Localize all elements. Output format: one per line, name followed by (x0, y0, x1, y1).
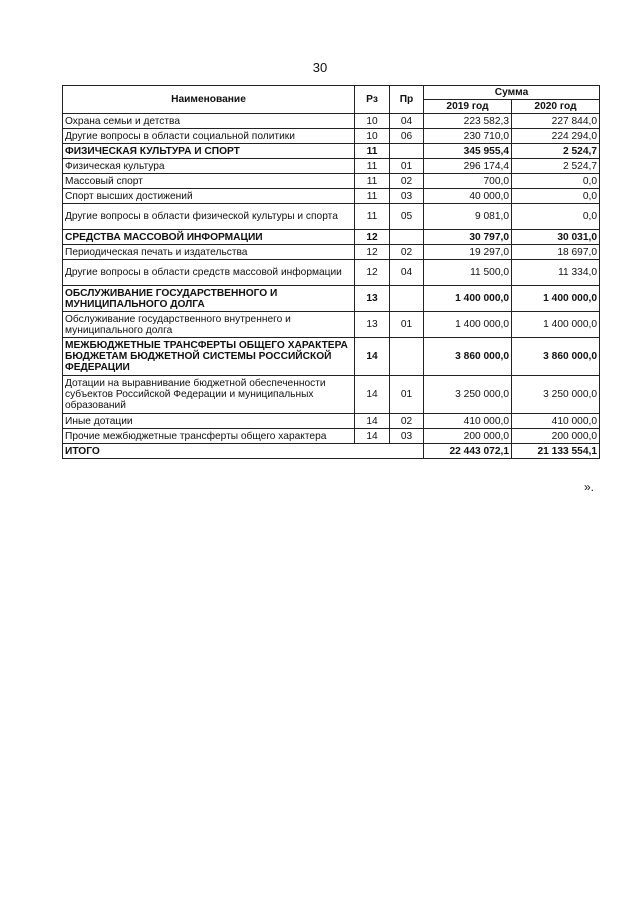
table-row (63, 114, 600, 129)
closing-quote: ». (584, 480, 595, 494)
header-sum: Сумма (424, 86, 600, 100)
table-row (63, 245, 600, 260)
row-amount-2019: 3 860 000,0 (424, 338, 512, 376)
table-row (63, 312, 600, 338)
row-amount-2019: 30 797,0 (424, 230, 512, 245)
row-amount-2019: 1 400 000,0 (424, 312, 512, 338)
row-rz: 12 (355, 245, 390, 260)
table-row (63, 376, 600, 414)
row-amount-2020: 200 000,0 (512, 429, 600, 444)
header-year-2020: 2020 год (512, 100, 600, 114)
row-amount-2020: 2 524,7 (512, 144, 600, 159)
row-pr: 01 (390, 312, 424, 338)
row-amount-2020: 0,0 (512, 189, 600, 204)
total-label: ИТОГО (63, 444, 424, 459)
row-pr (390, 230, 424, 245)
section-row (63, 338, 600, 376)
table-row (63, 204, 600, 230)
table-row (63, 189, 600, 204)
row-name: ФИЗИЧЕСКАЯ КУЛЬТУРА И СПОРТ (63, 144, 355, 159)
row-amount-2019: 230 710,0 (424, 129, 512, 144)
row-amount-2020: 1 400 000,0 (512, 286, 600, 312)
section-row (63, 230, 600, 245)
row-name: ОБСЛУЖИВАНИЕ ГОСУДАРСТВЕННОГО И МУНИЦИПАЛЬНОГО ДОЛГА (63, 286, 355, 312)
row-amount-2019: 345 955,4 (424, 144, 512, 159)
total-2020: 21 133 554,1 (512, 444, 600, 459)
row-amount-2019: 200 000,0 (424, 429, 512, 444)
table-body (63, 114, 600, 444)
header-rz: Рз (355, 86, 390, 114)
row-rz: 11 (355, 189, 390, 204)
row-name: СРЕДСТВА МАССОВОЙ ИНФОРМАЦИИ (63, 230, 355, 245)
budget-table (62, 85, 600, 459)
row-amount-2020: 410 000,0 (512, 414, 600, 429)
row-rz: 14 (355, 338, 390, 376)
row-amount-2020: 30 031,0 (512, 230, 600, 245)
row-rz: 12 (355, 260, 390, 286)
table-row (63, 174, 600, 189)
section-row (63, 144, 600, 159)
row-amount-2019: 9 081,0 (424, 204, 512, 230)
row-pr: 02 (390, 174, 424, 189)
row-pr (390, 286, 424, 312)
row-pr (390, 144, 424, 159)
row-name: Другие вопросы в области средств массовой информации (63, 260, 355, 286)
total-2019: 22 443 072,1 (424, 444, 512, 459)
row-amount-2019: 296 174,4 (424, 159, 512, 174)
row-name: Прочие межбюджетные трансферты общего характера (63, 429, 355, 444)
section-row (63, 286, 600, 312)
row-rz: 10 (355, 129, 390, 144)
row-name: Физическая культура (63, 159, 355, 174)
table-row (63, 429, 600, 444)
row-amount-2020: 0,0 (512, 204, 600, 230)
row-rz: 11 (355, 159, 390, 174)
row-pr: 03 (390, 189, 424, 204)
row-rz: 10 (355, 114, 390, 129)
row-name: МЕЖБЮДЖЕТНЫЕ ТРАНСФЕРТЫ ОБЩЕГО ХАРАКТЕРА БЮДЖЕТАМ БЮДЖЕТНОЙ СИСТЕМЫ РОССИЙСКОЙ ФЕДЕРАЦИИ (63, 338, 355, 376)
row-amount-2019: 19 297,0 (424, 245, 512, 260)
row-rz: 11 (355, 174, 390, 189)
row-name: Другие вопросы в области социальной политики (63, 129, 355, 144)
row-amount-2019: 40 000,0 (424, 189, 512, 204)
row-pr: 06 (390, 129, 424, 144)
page-number: 30 (312, 60, 328, 75)
row-rz: 12 (355, 230, 390, 245)
row-amount-2019: 11 500,0 (424, 260, 512, 286)
row-rz: 14 (355, 376, 390, 414)
row-amount-2019: 1 400 000,0 (424, 286, 512, 312)
header-name: Наименование (63, 86, 355, 114)
row-rz: 11 (355, 144, 390, 159)
row-name: Спорт высших достижений (63, 189, 355, 204)
row-name: Охрана семьи и детства (63, 114, 355, 129)
row-amount-2020: 224 294,0 (512, 129, 600, 144)
row-amount-2020: 18 697,0 (512, 245, 600, 260)
row-rz: 11 (355, 204, 390, 230)
row-amount-2020: 2 524,7 (512, 159, 600, 174)
row-pr: 01 (390, 376, 424, 414)
row-rz: 13 (355, 286, 390, 312)
row-amount-2019: 700,0 (424, 174, 512, 189)
row-pr (390, 338, 424, 376)
row-name: Иные дотации (63, 414, 355, 429)
total-row (63, 444, 600, 459)
row-name: Обслуживание государственного внутреннего и муниципального долга (63, 312, 355, 338)
row-pr: 02 (390, 414, 424, 429)
row-name: Другие вопросы в области физической культуры и спорта (63, 204, 355, 230)
row-amount-2019: 223 582,3 (424, 114, 512, 129)
row-amount-2020: 1 400 000,0 (512, 312, 600, 338)
row-pr: 03 (390, 429, 424, 444)
row-amount-2019: 3 250 000,0 (424, 376, 512, 414)
row-rz: 14 (355, 414, 390, 429)
table-row (63, 159, 600, 174)
row-pr: 04 (390, 114, 424, 129)
row-amount-2020: 3 250 000,0 (512, 376, 600, 414)
row-pr: 05 (390, 204, 424, 230)
row-pr: 01 (390, 159, 424, 174)
row-pr: 02 (390, 245, 424, 260)
row-name: Дотации на выравнивание бюджетной обеспеченности субъектов Российской Федерации и муниципальных образований (63, 376, 355, 414)
row-name: Периодическая печать и издательства (63, 245, 355, 260)
header-year-2019: 2019 год (424, 100, 512, 114)
row-pr: 04 (390, 260, 424, 286)
table-row (63, 260, 600, 286)
row-amount-2020: 0,0 (512, 174, 600, 189)
row-amount-2020: 227 844,0 (512, 114, 600, 129)
row-amount-2020: 11 334,0 (512, 260, 600, 286)
header-pr: Пр (390, 86, 424, 114)
row-rz: 13 (355, 312, 390, 338)
row-amount-2019: 410 000,0 (424, 414, 512, 429)
row-name: Массовый спорт (63, 174, 355, 189)
row-rz: 14 (355, 429, 390, 444)
table-row (63, 129, 600, 144)
row-amount-2020: 3 860 000,0 (512, 338, 600, 376)
table-row (63, 414, 600, 429)
